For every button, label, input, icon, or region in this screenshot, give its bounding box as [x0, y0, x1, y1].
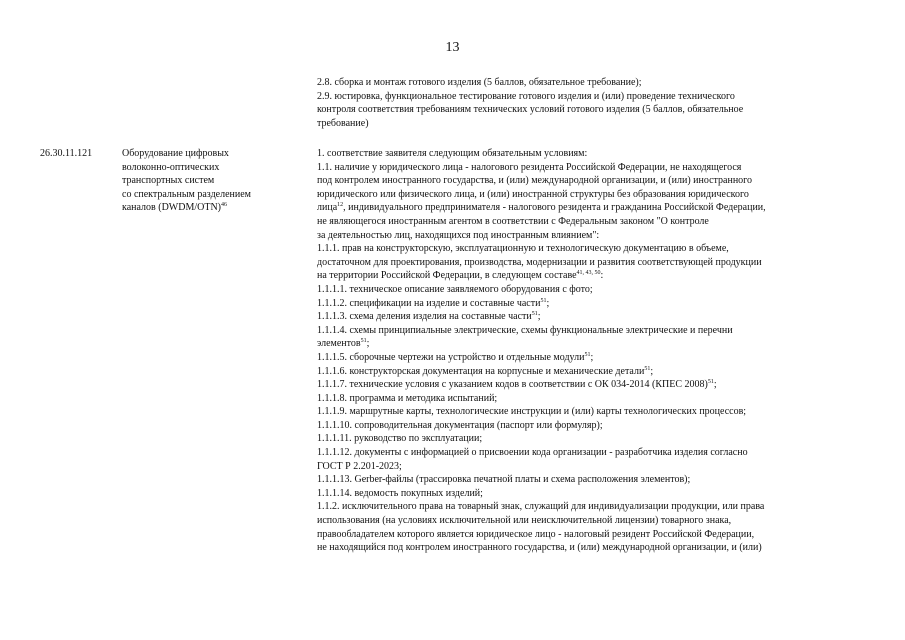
- requirement-line: [317, 432, 877, 446]
- line-text: 1.1.1.4. схемы принципиальные электрические, схемы функциональные электрические и перечни: [317, 324, 733, 336]
- line-text: 1.1.1.10. сопроводительная документация (паспорт или формуляр);: [317, 419, 603, 431]
- line-text: каналов (DWDM/OTN): [122, 202, 221, 214]
- previous-requirements-block: [317, 76, 877, 130]
- requirement-line: [317, 324, 877, 338]
- footnote-ref: 12: [337, 202, 344, 209]
- line-text: 1.1.1.7. технические условия с указанием кодов в соответствии с ОК 034-2014 (КПЕС 2008): [317, 379, 708, 391]
- footnote-ref: 41, 43, 50: [576, 270, 601, 277]
- requirement-line: [317, 256, 877, 270]
- requirement-line: [317, 269, 877, 283]
- line-text-tail: ;: [366, 338, 370, 350]
- line-text: лица: [317, 202, 338, 214]
- requirement-line: [317, 161, 877, 175]
- requirement-line: [317, 215, 877, 229]
- requirement-line: [317, 283, 877, 297]
- requirement-line: [317, 242, 877, 256]
- product-name-line: транспортных систем: [122, 175, 215, 187]
- previous-requirement-line: требование): [317, 117, 369, 129]
- line-text: юридического или физического лица, и (или) иностранной структуры без образования юридического: [317, 188, 749, 200]
- line-text: 1.1.1.9. маршрутные карты, технологические инструкции и (или) карты технологических процессов;: [317, 406, 747, 418]
- requirement-line: [317, 514, 877, 528]
- requirement-line: [317, 174, 877, 188]
- line-text-tail: , индивидуального предпринимателя - налогового резидента и гражданина Российской Федерации,: [343, 202, 766, 214]
- line-text: 1.1.1.14. ведомость покупных изделий;: [317, 487, 483, 499]
- line-text: 1. соответствие заявителя следующим обязательным условиям:: [317, 148, 588, 159]
- line-text: 1.1.1.5. сборочные чертежи на устройство и отдельные модули: [317, 351, 585, 363]
- requirement-line: [317, 446, 877, 460]
- line-text: на территории Российской Федерации, в следующем составе: [317, 270, 577, 282]
- requirement-line: [317, 229, 877, 243]
- requirement-line: [317, 147, 877, 161]
- line-text: 1.1.2. исключительного права на товарный знак, служащий для индивидуализации продукции, или права: [317, 501, 765, 513]
- product-name: [122, 147, 292, 215]
- line-text-tail: :: [600, 270, 604, 282]
- line-text: 1.1.1.13. Gerber-файлы (трассировка печатной платы и схема расположения элементов);: [317, 474, 691, 486]
- line-text-tail: ;: [650, 365, 654, 377]
- line-text: 1.1.1.8. программа и методика испытаний;: [317, 392, 498, 404]
- requirements-text: [317, 147, 877, 555]
- line-text: правообладателем которого является юридическое лицо - налоговый резидент Российской Федерации,: [317, 528, 755, 540]
- line-text: 1.1.1.12. документы с информацией о присвоении кода организации - разработчика изделия согласно: [317, 447, 748, 459]
- requirement-line: [317, 337, 877, 351]
- line-text: под контролем иностранного государства, и (или) международной организации, и (или) иностранного: [317, 175, 753, 187]
- line-text: не являющегося иностранным агентом в соответствии с Федеральным законом "О контроле: [317, 215, 709, 227]
- requirement-line: [317, 460, 877, 474]
- requirement-line: [317, 365, 877, 379]
- requirement-line: [317, 473, 877, 487]
- line-text: 1.1.1.11. руководство по эксплуатации;: [317, 433, 483, 445]
- product-name-line: со спектральным разделением: [122, 188, 251, 200]
- requirement-line: [317, 405, 877, 419]
- line-text: 1.1.1.3. схема деления изделия на составные части: [317, 311, 532, 323]
- requirement-line: [317, 528, 877, 542]
- footnote-ref: 51: [584, 351, 591, 358]
- line-text: 1.1. наличие у юридического лица - налогового резидента Российской Федерации, не находящегося: [317, 161, 742, 173]
- requirement-line: [317, 201, 877, 215]
- footnote-ref: 51: [707, 379, 714, 386]
- line-text: 1.1.1.6. конструкторская документация на корпусные и механические детали: [317, 365, 645, 377]
- line-text: 1.1.1.1. техническое описание заявляемого оборудования с фото;: [317, 283, 593, 295]
- line-text: не находящийся под контролем иностранного государства, и (или) международной организации, и (или): [317, 542, 762, 554]
- line-text-tail: ;: [713, 379, 717, 391]
- requirement-line: [317, 392, 877, 406]
- line-text-tail: ;: [590, 351, 594, 363]
- previous-requirement-line: 2.8. сборка и монтаж готового изделия (5 баллов, обязательное требование);: [317, 77, 642, 88]
- requirement-line: [317, 188, 877, 202]
- requirement-line: [317, 351, 877, 365]
- page-number: 13: [445, 40, 460, 55]
- line-text-tail: ;: [537, 311, 541, 323]
- requirement-line: [317, 419, 877, 433]
- line-text: за деятельностью лиц, находящихся под иностранным влиянием":: [317, 229, 600, 241]
- requirement-line: [317, 487, 877, 501]
- line-text: ГОСТ Р 2.201-2023;: [317, 460, 402, 472]
- requirement-line: [317, 310, 877, 324]
- requirement-line: [317, 297, 877, 311]
- footnote-ref: 46: [221, 202, 227, 209]
- product-name-line: волоконно-оптических: [122, 161, 220, 173]
- requirement-line: [317, 500, 877, 514]
- line-text: 1.1.1. прав на конструкторскую, эксплуатационную и технологическую документацию в объеме,: [317, 243, 729, 255]
- footnote-ref: 51: [644, 365, 651, 372]
- previous-requirement-line: контроля соответствия требованиям технических условий готового изделия (5 баллов, обязательное: [317, 104, 744, 116]
- requirement-line: [317, 378, 877, 392]
- footnote-ref: 51: [540, 297, 547, 304]
- product-name-line: [122, 201, 292, 215]
- okpd2-code: 26.30.11.121: [40, 148, 93, 159]
- line-text-tail: ;: [546, 297, 550, 309]
- line-text: использования (на условиях исключительной или неисключительной лицензии) товарного знака,: [317, 515, 732, 527]
- product-name-line: Оборудование цифровых: [122, 148, 229, 159]
- line-text: элементов: [317, 338, 361, 350]
- line-text: достаточном для проектирования, производства, модернизации и развития соответствующей продукции: [317, 256, 762, 268]
- previous-requirement-line: 2.9. юстировка, функциональное тестирование готового изделия и (или) проведение технического: [317, 90, 735, 102]
- line-text: 1.1.1.2. спецификации на изделие и составные части: [317, 297, 541, 309]
- footnote-ref: 51: [360, 338, 367, 345]
- footnote-ref: 51: [531, 311, 538, 318]
- requirement-line: [317, 541, 877, 555]
